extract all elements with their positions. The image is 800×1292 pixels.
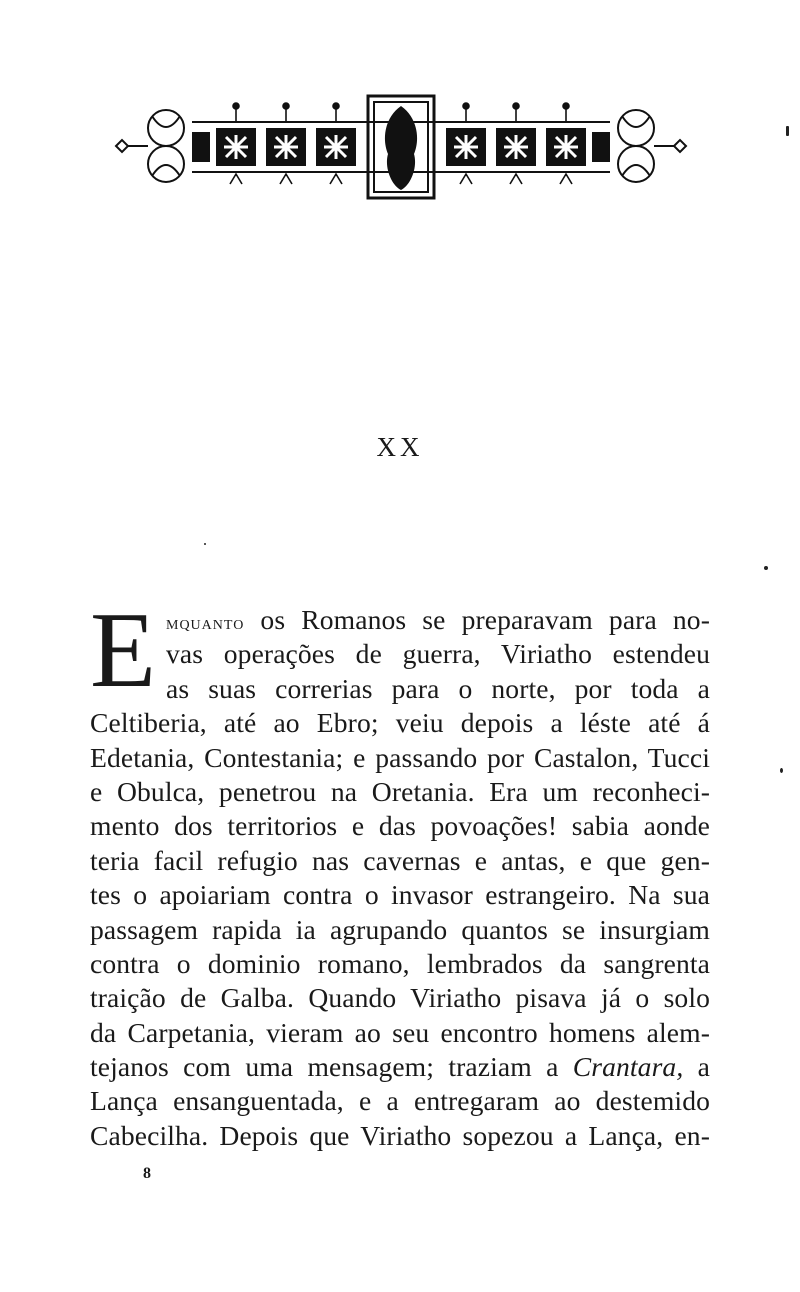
text-line: traição de Galba. Quando Viriatho pisava já o solo [90,982,710,1014]
scan-speck [204,543,206,545]
text-line: teria facil refugio nas cavernas e antas, e que gen- [90,844,710,876]
text-line: Edetania, Contestania; e passando por Castalon, Tucci [90,741,710,773]
text-line-content: a [697,1051,711,1083]
text-line: contra o dominio romano, lembrados da sangrenta [90,947,710,979]
decorative-headpiece-icon [108,88,694,204]
text-line: passagem rapida ia agrupando quantos se insurgiam [90,913,710,945]
text-line [90,603,710,637]
small-caps-word: mquanto [166,612,245,634]
drop-cap: E [90,591,156,710]
text-line: as suas correrias para o norte, por toda a [166,672,710,704]
chapter-paragraph [90,591,711,1153]
text-line: da Carpetania, vieram ao seu encontro homens alem- [90,1016,710,1048]
text-line-content: os Romanos se preparavam para no- [260,604,710,635]
text-line [90,1050,710,1084]
text-line: Celtiberia, até ao Ebro; veiu depois a léste até á [90,707,710,739]
italic-word: Crantara, [572,1051,684,1083]
scan-speck [780,768,783,773]
page-number: 8 [143,1165,151,1182]
text-line: Lança ensanguentada, e a entregaram ao destemido [90,1085,710,1117]
text-line-content: tejanos com uma mensagem; traziam a [90,1051,559,1083]
text-line: tes o apoiariam contra o invasor estrangeiro. Na sua [90,879,710,911]
text-line: mento dos territorios e das povoações! sabia aonde [90,810,710,842]
scan-speck [764,566,768,570]
text-line: Cabecilha. Depois que Viriatho sopezou a Lança, en- [90,1119,710,1151]
chapter-heading: XX [376,432,424,462]
text-line: e Obulca, penetrou na Oretania. Era um reconheci- [90,775,710,807]
scan-speck [786,126,789,136]
text-line: vas operações de guerra, Viriatho estendeu [166,638,710,670]
